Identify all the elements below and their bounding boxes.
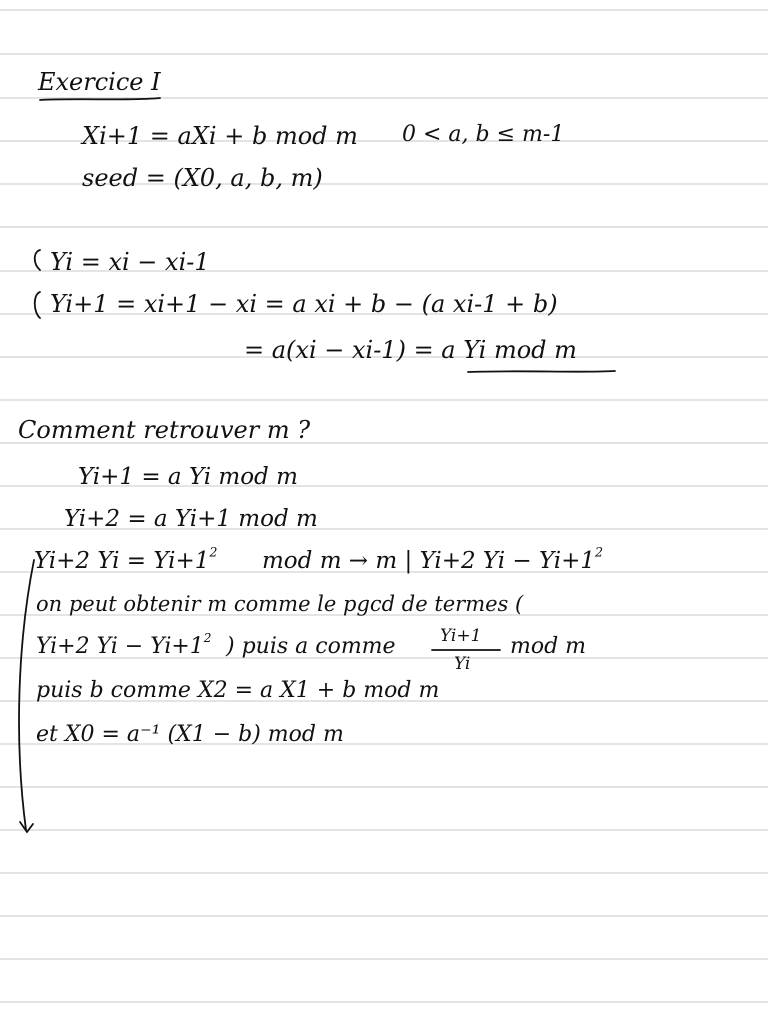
square-exponent: 2 <box>595 544 604 560</box>
relation-1: Yi+1 = a Yi mod m <box>78 464 298 490</box>
parameter-constraint: 0 < a, b ≤ m-1 <box>402 122 565 147</box>
relation-3-left-text: Yi+2 Yi = Yi+1 <box>34 548 210 574</box>
explanation-line-4: et X0 = a⁻¹ (X1 − b) mod m <box>36 722 344 747</box>
result-underline <box>468 371 615 372</box>
margin-bracket <box>19 560 34 830</box>
explanation-line-2-mid: ) puis a comme <box>226 634 396 659</box>
fraction-denominator: Yi <box>454 654 471 674</box>
fraction-numerator: Yi+1 <box>440 626 482 646</box>
question-heading: Comment retrouver m ? <box>18 416 311 444</box>
system-brace-2 <box>35 292 40 318</box>
relation-3-right-text: mod m → m | Yi+2 Yi − Yi+1 <box>262 548 595 574</box>
difference-definition: Yi = xi − xi-1 <box>50 248 210 276</box>
explanation-line-1: on peut obtenir m comme le pgcd de termes ( <box>36 592 524 616</box>
explanation-line-2-left <box>36 631 212 659</box>
square-exponent: 2 <box>209 544 218 560</box>
system-brace-1 <box>35 250 40 270</box>
title: Exercice I <box>38 68 161 96</box>
seed-definition: seed = (X0, a, b, m) <box>82 164 323 192</box>
square-exponent: 2 <box>203 631 212 646</box>
recurrence-formula: Xi+1 = aXi + b mod m <box>82 122 358 150</box>
title-underline <box>40 98 160 100</box>
relation-3-right <box>262 544 604 574</box>
relation-3-left <box>34 544 218 574</box>
relation-2: Yi+2 = a Yi+1 mod m <box>64 506 318 532</box>
explanation-line-2-left-text: Yi+2 Yi − Yi+1 <box>36 634 204 659</box>
explanation-line-2-right: mod m <box>510 634 587 659</box>
difference-result: = a(xi − xi-1) = a Yi mod m <box>244 336 577 364</box>
explanation-line-3: puis b comme X2 = a X1 + b mod m <box>36 678 440 703</box>
difference-next: Yi+1 = xi+1 − xi = a xi + b − (a xi-1 + b) <box>50 290 558 318</box>
